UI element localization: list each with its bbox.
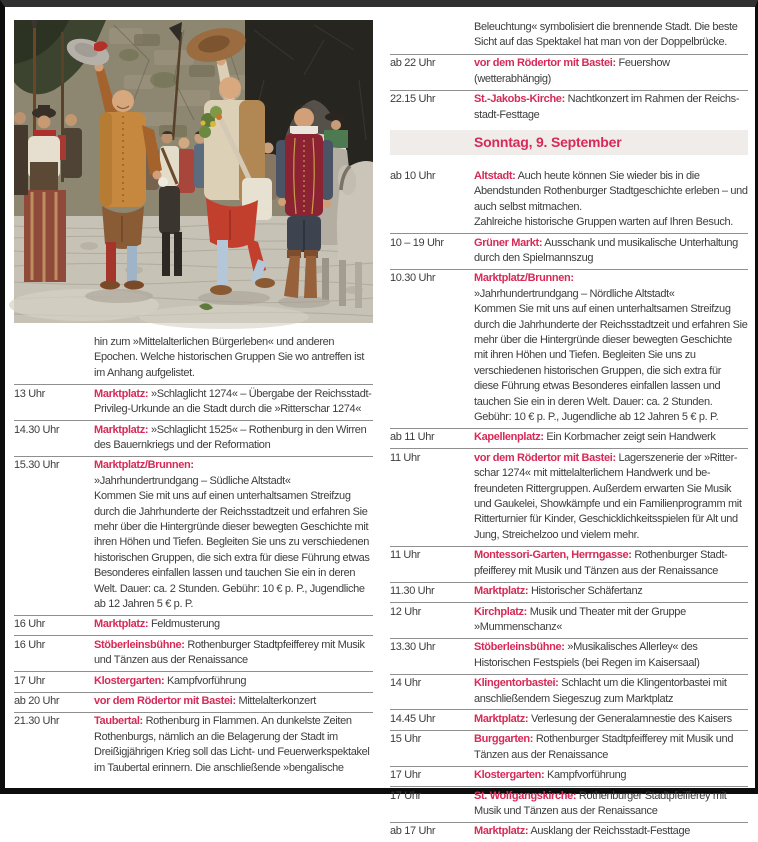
event-row [390,638,748,674]
event-description [474,824,748,839]
event-location: Marktplatz/Brunnen: [94,459,194,472]
event-row [14,420,373,456]
event-description [474,789,748,820]
event-description [474,271,748,425]
event-text: Mittelalterkonzert [238,695,316,708]
event-time: 15.30 Uhr [14,459,60,472]
event-description [94,423,373,454]
event-time: 17 Uhr [390,789,421,802]
event-row [390,448,748,545]
event-row [390,602,748,638]
event-description [94,458,373,612]
event-location: Marktplatz: [474,825,529,838]
event-time: ab 10 Uhr [390,169,436,182]
event-row [390,674,748,710]
event-description [94,674,373,689]
event-row [390,269,748,428]
event-row [390,54,748,90]
event-row [390,766,748,786]
event-row [14,456,373,615]
event-location: Marktplatz: [474,585,529,598]
event-location: St. Wolfgangskirche: [474,789,577,802]
event-time: 13.30 Uhr [390,641,436,654]
event-time: 11 Uhr [390,549,421,562]
event-text: Historischer Schäfertanz [530,585,643,598]
event-time: 13 Uhr [14,387,45,400]
event-description [474,732,748,763]
event-text: Kampfvorführung [547,769,627,782]
event-location: Marktplatz: [94,423,149,436]
event-row [14,635,373,671]
event-row [14,615,373,635]
event-location: Burggarten: [474,733,534,746]
event-description [94,638,373,669]
event-text: »Schlaglicht 1525« – Rothenburg in den Wirren des Bauernkriegs und der Reformation [94,423,367,451]
event-row [390,582,748,602]
event-text: Verlesung der Generalamnestie des Kaisers [530,712,732,725]
event-subtitle: »Jahrhundertrundgang – Südliche Altstadt« [94,474,291,487]
event-text: Auch heute können Sie wieder bis in die Abendstunden Rothenburger Stadtgeschichte erleben – und auch selbst mitmachen. [474,169,748,213]
event-location: Klostergarten: [94,674,165,687]
event-text: Rothenburger Stadtpfeifferey mit Musik und Tänzen aus der Renaissance [94,638,365,667]
event-description [474,430,748,445]
event-location: Grüner Markt: [474,236,543,249]
event-text: Nachtkonzert im Rahmen der Reichsstadt-Festtage [474,93,740,121]
event-time: 14.30 Uhr [14,423,60,436]
event-description [474,640,748,671]
event-time: 14 Uhr [390,677,421,690]
event-description [474,92,748,123]
event-time: 12 Uhr [390,605,421,618]
right-intro-text: Beleuchtung« symbolisiert die brennende Stadt. Die beste Sicht auf das Spektakel hat man von der Doppelbrücke. [474,21,738,49]
day-heading: Sonntag, 9. September [390,130,748,155]
event-text: Musik und Theater mit der Gruppe »Mummenschanz« [474,605,686,633]
event-time: 22.15 Uhr [390,93,436,106]
event-row [390,709,748,729]
event-text: »Musikalisches Allerley« des Historischen Festspiels (bei Regen im Kaisersaal) [474,641,700,669]
event-row [390,786,748,822]
event-description [94,387,373,418]
event-location: Stöberleinsbühne: [94,638,185,651]
event-location: Marktplatz: [94,387,149,400]
event-text: Rothenburg in Flammen. An dunkelste Zeiten Rothenburgs, nämlich an die Belagerung der Stadt im Dreißigjährigen Krieg soll das Licht- und Feuerwerkspektakel im Taubertal erinnern. Die anschließende »bengalische [94,715,370,774]
event-description [474,676,748,707]
event-location: Kapellenplatz: [474,431,544,444]
event-time: 17 Uhr [14,674,45,687]
festival-photo [14,20,373,323]
event-time: ab 17 Uhr [390,825,436,838]
event-location: Marktplatz/Brunnen: [474,272,574,285]
event-row [14,692,373,712]
event-time: ab 20 Uhr [14,695,60,708]
event-text: Rothenburger Stadtpfeifferey mit Musik und Tänzen aus der Renaissance [474,733,734,761]
left-column [14,20,373,779]
event-row [390,90,748,126]
event-time: 16 Uhr [14,618,45,631]
event-description [474,768,748,783]
left-intro-text: hin zum »Mittelalterlichen Bürgerleben« und anderen Epochen. Welche historischen Gruppen Sie wo antreffen ist im Anhang aufgelistet. [94,336,365,379]
event-text: Lagerszenerie der »Ritterschar 1274« mit mittelalterlichem Handwerk und befreundeten Rittergruppen. Außerdem erwarten Sie Musik und Gaukelei, Showkämpfe und ein Familienprogramm mit Ritterturnier für Kinder, Geschicklichkeitsspielen für Alt und Jung, Streichelzoo und vielem mehr. [474,451,742,541]
event-text: Rothenburger Stadtpfeifferey mit Musik und Tänzen aus der Renaissance [474,789,727,817]
event-description [474,605,748,636]
event-text: Feuershow (wetterabhängig) [474,57,670,85]
event-text: Ein Korbmacher zeigt sein Handwerk [546,431,716,444]
event-extra-text: Zahlreiche historische Gruppen warten auf Ihren Besuch. [474,216,733,229]
event-time: 11.30 Uhr [390,585,435,598]
event-row [390,822,748,842]
event-row [14,712,373,779]
event-row [390,233,748,269]
event-text: Rothenburger Stadtpfeifferey mit Musik und Tänzen aus der Renaissance [474,549,728,577]
event-row [14,384,373,420]
event-location: Klingentorbastei: [474,677,559,690]
event-description [474,236,748,267]
event-description [474,584,748,599]
event-location: St.-Jakobs-Kirche: [474,93,565,106]
event-text: Kommen Sie mit uns auf einen unterhaltsamen Streifzug durch die Jahrhunderte der Reichsstadtzeit und erfahren Sie mehr über die Hintergründe dieser bewegten Geschichte mit ihren Höhen und Tiefen. Begleiten Sie uns zu verschiedenen historischen Gruppen, die sich extra für diese Führung etwas Besonderes einfallen lassen und tauchen Sie ein in deren Welt. Dauer: ca. 2 Stunden. Gebühr: 10 € p. P., Jugendliche ab 12 Jahren 5 € p. P. [94,490,370,610]
event-description [474,451,748,543]
event-time: 17 Uhr [390,769,421,782]
event-row [390,167,748,233]
event-row [390,546,748,582]
event-text: Kampfvorführung [167,674,247,687]
event-location: Taubertal: [94,715,143,728]
event-time: 21.30 Uhr [14,715,60,728]
event-location: Klostergarten: [474,769,545,782]
event-text: »Schlaglicht 1274« – Übergabe der Reichsstadt-Privileg-Urkunde an die Stadt durch die »Ritterschar 1274« [94,387,372,416]
event-text: Schlacht um die Klingentorbastei mit anschließendem Siegeszug zum Marktplatz [474,677,727,705]
event-description [474,712,748,727]
event-time: 11 Uhr [390,451,421,464]
event-time: 10.30 Uhr [390,272,436,285]
event-text: Feldmusterung [150,618,220,631]
event-location: vor dem Rödertor mit Bastei: [474,57,616,70]
event-description [474,56,748,87]
event-location: vor dem Rödertor mit Bastei: [474,451,616,464]
event-location: Montessori-Garten, Herrngasse: [474,549,632,562]
event-description [94,617,373,632]
event-time: 14.45 Uhr [390,712,436,725]
event-time: 15 Uhr [390,733,421,746]
event-time: ab 11 Uhr [390,431,435,444]
event-row [14,671,373,691]
event-text: Ausschank und musikalische Unterhaltung durch den Spielmannszug [474,236,738,264]
event-description [94,714,373,776]
event-time: ab 22 Uhr [390,57,436,70]
event-row [390,730,748,766]
event-location: Stöberleinsbühne: [474,641,565,654]
event-location: vor dem Rödertor mit Bastei: [94,695,236,708]
right-column [390,20,748,842]
event-text: Ausklang der Reichsstadt-Festtage [530,825,690,838]
event-location: Kirchplatz: [474,605,527,618]
event-time: 16 Uhr [14,638,45,651]
event-description [94,694,373,709]
event-row [390,428,748,448]
event-location: Altstadt: [474,169,516,182]
event-text: Kommen Sie mit uns auf einen unterhaltsamen Streifzug durch die Jahrhunderte der Reichsstadtzeit und erfahren Sie mehr über die Hintergründe dieser bewegten Geschichte mit ihren Höhen und Tiefen. Begleiten Sie uns zu verschiedenen historischen Gruppen, die sich extra für diese Führung etwas Besonderes einfallen lassen und tauchen Sie ein in deren Welt. Dauer: ca. 2 Stunden. Gebühr: 10 € p. P., Jugendliche ab 12 Jahren 5 € p. P. [474,303,748,424]
event-location: Marktplatz: [94,618,149,631]
event-description [474,169,748,231]
event-location: Marktplatz: [474,712,529,725]
event-subtitle: »Jahrhundertrundgang – Nördliche Altstadt« [474,287,675,300]
event-time: 10 – 19 Uhr [390,236,444,249]
event-description [474,548,748,579]
